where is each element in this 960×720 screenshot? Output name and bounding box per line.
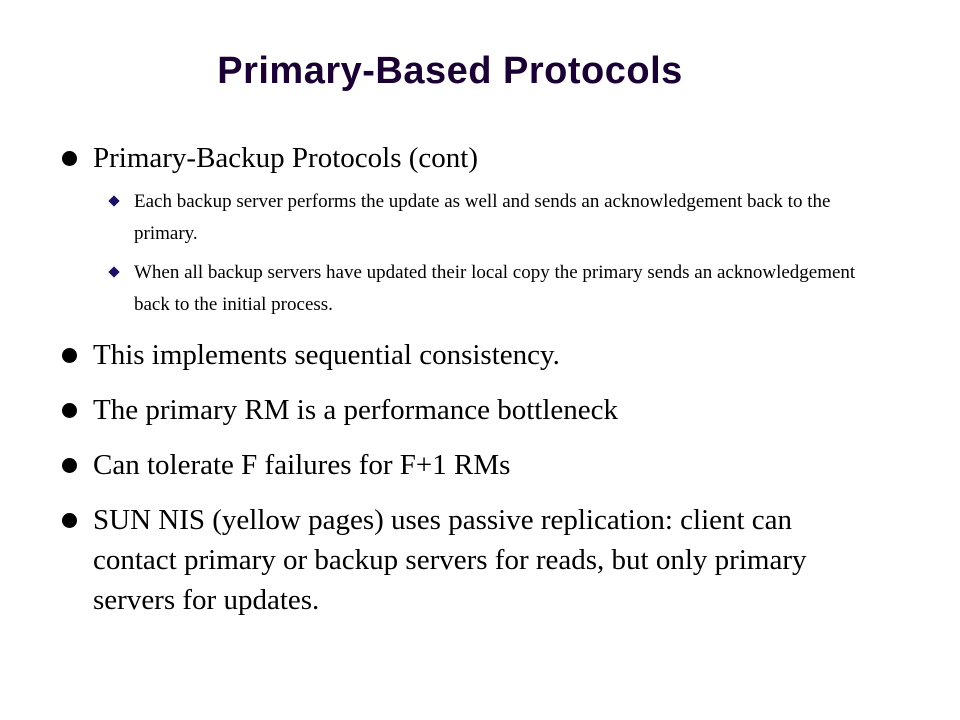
bullet-dot-icon	[62, 458, 77, 473]
sub-bullet-backup-update: Each backup server performs the update as well and sends an acknowledgement back to the primary.	[134, 191, 831, 244]
bullet-primary-backup: Primary-Backup Protocols (cont)	[93, 142, 478, 174]
bullet-tolerate-failures: Can tolerate F failures for F+1 RMs	[93, 449, 511, 481]
bullet-dot-icon	[62, 151, 77, 166]
bullet-dot-icon	[62, 403, 77, 418]
sub-bullet-diamond-icon	[108, 266, 119, 277]
bullet-dot-icon	[62, 513, 77, 528]
sub-bullet-ack-initial: When all backup servers have updated their local copy the primary sends an acknowledgement back to the initial process.	[134, 262, 856, 315]
bullet-bottleneck: The primary RM is a performance bottleneck	[93, 394, 619, 426]
bullet-sun-nis: SUN NIS (yellow pages) uses passive replication: client can contact primary or backup servers for reads, but only primary servers for updates.	[93, 504, 807, 616]
bullet-sequential-consistency: This implements sequential consistency.	[93, 339, 560, 371]
sub-bullet-diamond-icon	[108, 195, 119, 206]
bullet-dot-icon	[62, 348, 77, 363]
slide-title: Primary-Based Protocols	[217, 50, 683, 92]
